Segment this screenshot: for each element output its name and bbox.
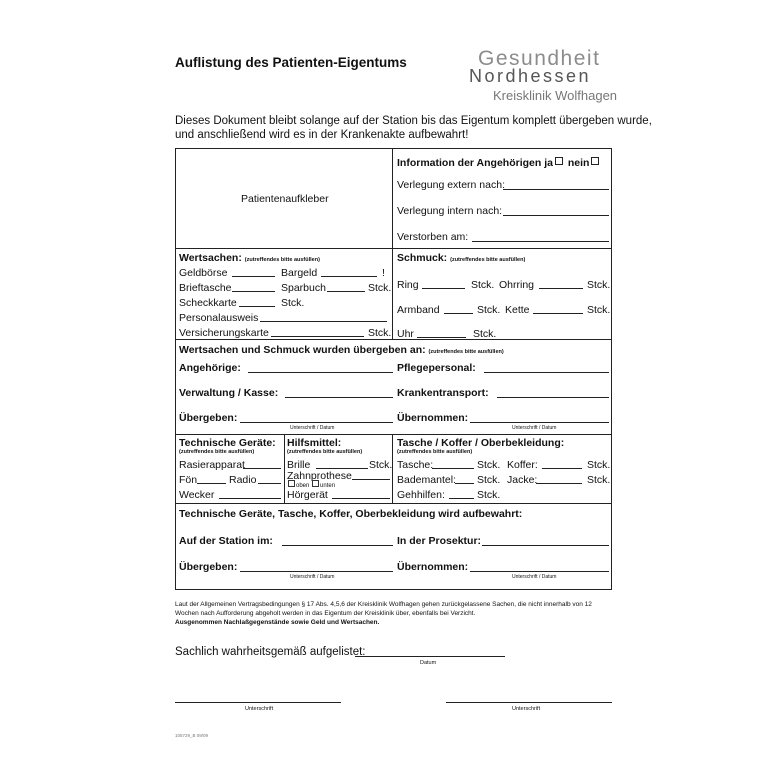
radio-field[interactable] — [258, 483, 281, 484]
signature-field-2[interactable] — [446, 702, 612, 703]
relatives-handover-label: Angehörige: — [179, 362, 241, 374]
bag-stck: Stck. — [477, 459, 501, 471]
savings-stck: Stck. — [368, 282, 392, 294]
storage-received-label: Übernommen: — [397, 561, 469, 573]
listed-date-field[interactable] — [355, 656, 505, 657]
hearing-label: Hörgerät — [287, 489, 328, 501]
signature-field-1[interactable] — [175, 702, 341, 703]
nursing-label: Pflegepersonal: — [397, 362, 476, 374]
walking-label: Gehhilfen: — [397, 489, 445, 501]
suitcase-field[interactable] — [542, 468, 582, 469]
bathrobe-stck: Stck. — [477, 474, 501, 486]
bathrobe-label: Bademantel: — [397, 474, 456, 486]
listed-label: Sachlich wahrheitsgemäß aufgelistet: — [175, 646, 366, 658]
logo-line1: Gesundheit — [478, 47, 601, 70]
bags-note: (zutreffendes bitte ausfüllen) — [397, 449, 473, 455]
bracelet-label: Armband — [397, 304, 440, 316]
divider-v-mid-a — [284, 434, 285, 503]
transfer-external-field[interactable] — [503, 189, 609, 190]
suitcase-label: Koffer: — [507, 459, 538, 471]
transport-field[interactable] — [497, 397, 609, 398]
received-label: Übernommen: — [397, 412, 469, 424]
prosektur-field[interactable] — [482, 545, 609, 546]
jacket-stck: Stck. — [587, 474, 611, 486]
storage-handed-field[interactable] — [240, 571, 393, 572]
glasses-field[interactable] — [316, 468, 368, 469]
page-title: Auflistung des Patienten-Eigentums — [175, 55, 407, 70]
dentures-label: Zahnprothese — [287, 470, 352, 482]
nein-checkbox[interactable] — [591, 157, 599, 165]
divider-v-top — [392, 149, 393, 339]
jacket-field[interactable] — [536, 483, 582, 484]
cash-field[interactable] — [321, 276, 377, 277]
razor-field[interactable] — [243, 468, 281, 469]
storage-received-sig-caption: Unterschrift / Datum — [512, 574, 557, 580]
cash-exclamation: ! — [382, 267, 385, 279]
nursing-field[interactable] — [484, 372, 609, 373]
watch-stck: Stck. — [473, 328, 497, 340]
earring-label: Ohrring — [499, 279, 535, 291]
storage-handed-sig-caption: Unterschrift / Datum — [290, 574, 335, 580]
earring-stck: Stck. — [587, 279, 611, 291]
signature-caption-1: Unterschrift — [245, 706, 274, 712]
bags-heading: Tasche / Koffer / Oberbekleidung: — [397, 437, 565, 449]
ring-field[interactable] — [422, 288, 465, 289]
id-field[interactable] — [260, 321, 387, 322]
wallet-label: Geldbörse — [179, 267, 228, 279]
transfer-internal-label: Verlegung intern nach: — [397, 205, 503, 217]
glasses-label: Brille — [287, 459, 311, 471]
earring-field[interactable] — [539, 288, 583, 289]
divider-h-2 — [176, 339, 611, 340]
died-label: Verstorben am: — [397, 231, 469, 243]
logo-line2: Nordhessen — [469, 66, 592, 86]
savings-field[interactable] — [327, 291, 365, 292]
storage-received-field[interactable] — [470, 571, 609, 572]
signature-caption-2: Unterschrift — [512, 706, 541, 712]
cheque-label: Scheckkarte — [179, 297, 237, 309]
upper-checkbox[interactable] — [288, 480, 295, 487]
handed-sig-caption: Unterschrift / Datum — [290, 425, 335, 431]
bag-label: Tasche: — [397, 459, 434, 471]
divider-h-1 — [176, 248, 611, 249]
aids-heading: Hilfsmittel: — [287, 437, 342, 449]
cash-label: Bargeld — [281, 267, 318, 279]
watch-label: Uhr — [397, 328, 414, 340]
ring-stck: Stck. — [471, 279, 495, 291]
insurance-field[interactable] — [271, 336, 364, 337]
footer-exception: Ausgenommen Nachlaßgegenstände sowie Geld und Wertsachen. — [175, 619, 380, 626]
station-label: Auf der Station im: — [179, 535, 273, 547]
cheque-stck: Stck. — [281, 297, 305, 309]
logo-line3: Kreisklinik Wolfhagen — [493, 88, 618, 103]
devices-note: (zutreffendes bitte ausfüllen) — [179, 449, 255, 455]
pouch-label: Brieftasche — [179, 282, 232, 294]
insurance-label: Versicherungskarte — [179, 327, 269, 339]
alarm-label: Wecker — [179, 489, 215, 501]
hairdryer-field[interactable] — [197, 483, 226, 484]
patient-sticker-label: Patientenaufkleber — [241, 193, 329, 205]
glasses-stck: Stck. — [369, 459, 393, 471]
dentures-options: oben unten — [287, 480, 335, 489]
ja-checkbox[interactable] — [555, 157, 563, 165]
cheque-field[interactable] — [239, 306, 275, 307]
lower-checkbox[interactable] — [312, 480, 319, 487]
savings-label: Sparbuch — [281, 282, 326, 294]
jewelry-heading: Schmuck: (zutreffendes bitte ausfüllen) — [397, 252, 526, 264]
transfer-external-label: Verlegung extern nach: — [397, 179, 505, 191]
admin-field[interactable] — [285, 397, 393, 398]
wallet-field[interactable] — [232, 276, 275, 277]
walking-field[interactable] — [449, 498, 474, 499]
property-form — [175, 148, 612, 590]
insurance-stck: Stck. — [368, 327, 392, 339]
bracelet-stck: Stck. — [477, 304, 501, 316]
chain-label: Kette — [505, 304, 530, 316]
pouch-field[interactable] — [232, 291, 275, 292]
hairdryer-label: Fön — [179, 474, 198, 486]
footer-note: Laut der Allgemeinen Vertragsbedingungen § 17 Abs. 4,5,6 der Kreisklinik Wolfhagen gehen zurückgelassene Sachen, die nicht innerhalb von 12 Wochen nach Aufforderung abgeholt werden in das Eigentum der Kreisklinik über, ebenfalls bei Verzicht. — [175, 601, 592, 617]
prosektur-label: In der Prosektur: — [397, 535, 482, 547]
ring-label: Ring — [397, 279, 419, 291]
admin-label: Verwaltung / Kasse: — [179, 387, 279, 399]
relatives-handover-field[interactable] — [248, 372, 393, 373]
dentures-field[interactable] — [352, 479, 390, 480]
alarm-field[interactable] — [219, 498, 281, 499]
storage-heading: Technische Geräte, Tasche, Koffer, Oberbekleidung wird aufbewahrt: — [179, 508, 523, 520]
transport-label: Krankentransport: — [397, 387, 489, 399]
handover-heading: Wertsachen und Schmuck wurden übergeben an: (zutreffendes bitte ausfüllen) — [179, 344, 504, 356]
station-field[interactable] — [282, 545, 393, 546]
watch-field[interactable] — [417, 337, 466, 338]
devices-heading: Technische Geräte: — [179, 437, 276, 449]
radio-label: Radio — [229, 474, 257, 486]
handed-label: Übergeben: — [179, 412, 238, 424]
intro-line1: Dieses Dokument bleibt solange auf der Station bis das Eigentum komplett übergeben wurde, — [175, 115, 652, 127]
handed-field[interactable] — [240, 422, 393, 423]
relatives-heading: Information der Angehörigen ja nein — [397, 157, 601, 169]
razor-label: Rasierapparat — [179, 459, 245, 471]
hearing-field[interactable] — [332, 498, 390, 499]
intro-line2: und anschließend wird es in der Krankenakte aufbewahrt! — [175, 129, 469, 141]
suitcase-stck: Stck. — [587, 459, 611, 471]
chain-stck: Stck. — [587, 304, 611, 316]
jacket-label: Jacke: — [507, 474, 538, 486]
died-field[interactable] — [472, 241, 609, 242]
valuables-heading: Wertsachen: (zutreffendes bitte ausfüllen) — [179, 252, 320, 264]
divider-h-3 — [176, 434, 611, 435]
transfer-internal-field[interactable] — [503, 215, 609, 216]
bag-field[interactable] — [432, 468, 474, 469]
received-sig-caption: Unterschrift / Datum — [512, 425, 557, 431]
id-label: Personalausweis — [179, 312, 259, 324]
bracelet-field[interactable] — [444, 313, 473, 314]
chain-field[interactable] — [533, 313, 583, 314]
form-code: 105729_B 09/09 — [175, 733, 209, 738]
bathrobe-field[interactable] — [455, 483, 474, 484]
walking-stck: Stck. — [477, 489, 501, 501]
received-field[interactable] — [470, 422, 609, 423]
divider-h-4 — [176, 503, 611, 504]
storage-handed-label: Übergeben: — [179, 561, 238, 573]
listed-date-caption: Datum — [420, 660, 437, 666]
aids-note: (zutreffendes bitte ausfüllen) — [287, 449, 363, 455]
